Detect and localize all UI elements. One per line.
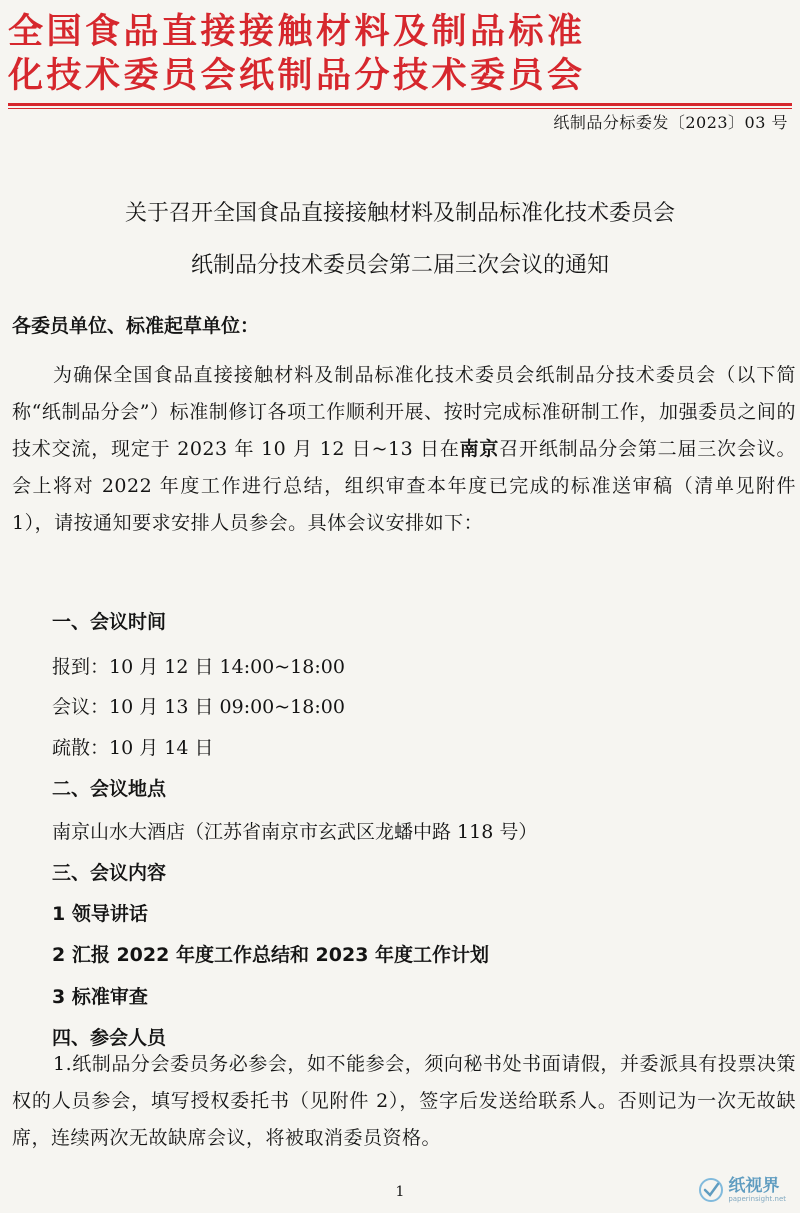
intro-text-after-city: 召开纸制品分会第二届三次会议。会上将对 2022 年度工作进行总结，组织审查本年度已完成的标准送审稿（清单见附件 1），请按通知要求安排人员参会。具体会议安排如下：	[12, 438, 796, 534]
watermark-logo	[698, 1176, 786, 1203]
organization-line-2: 化技术委员会纸制品分技术委员会	[8, 56, 586, 96]
section-heading-content: 三、会议内容	[52, 862, 167, 884]
registration-time: 报到：10 月 12 日 14:00~18:00	[52, 656, 345, 678]
meeting-address: 南京山水大酒店（江苏省南京市玄武区龙蟠中路 118 号）	[52, 821, 538, 843]
salutation: 各委员单位、标准起草单位：	[12, 315, 260, 337]
organization-line-1: 全国食品直接接触材料及制品标准	[8, 12, 586, 52]
section-heading-location: 二、会议地点	[52, 778, 167, 800]
content-item-3: 3 标准审查	[52, 986, 148, 1008]
section-heading-time: 一、会议时间	[52, 611, 167, 633]
section-heading-attendees: 四、参会人员	[52, 1027, 167, 1049]
notice-title-line-2: 纸制品分技术委员会第二届三次会议的通知	[190, 253, 609, 278]
document-number: 纸制品分标委发〔2023〕03 号	[553, 113, 788, 132]
watermark-url: paperinsight.net	[728, 1195, 786, 1203]
watermark-text: 纸视界	[728, 1176, 780, 1196]
intro-paragraph	[12, 357, 796, 542]
header-rule-thin	[8, 108, 792, 109]
content-item-1: 1 领导讲话	[52, 903, 148, 925]
meeting-city: 南京	[459, 438, 500, 460]
globe-check-icon	[698, 1177, 724, 1203]
watermark-text-block	[728, 1176, 786, 1203]
header-rule-thick	[8, 103, 792, 106]
meeting-time: 会议：10 月 13 日 09:00~18:00	[52, 696, 345, 718]
content-item-2: 2 汇报 2022 年度工作总结和 2023 年度工作计划	[52, 944, 490, 966]
page-number: 1	[395, 1184, 405, 1200]
intro-text-before-city: 为确保全国食品直接接触材料及制品标准化技术委员会纸制品分技术委员会（以下简称“纸制品分会”）标准制修订各项工作顺利开展、按时完成标准研制工作，加强委员之间的技术交流，现定于 2023 年 10 月 12 日~13 日在	[12, 364, 796, 460]
attendees-paragraph-1: 1.纸制品分会委员务必参会，如不能参会，须向秘书处书面请假，并委派具有投票决策权的人员参会，填写授权委托书（见附件 2），签字后发送给联系人。否则记为一次无故缺席，连续两次无故缺席会议，将被取消委员资格。	[12, 1053, 796, 1149]
issuing-organization	[8, 10, 792, 98]
notice-title-line-1: 关于召开全国食品直接接触材料及制品标准化技术委员会	[124, 201, 675, 226]
departure-time: 疏散：10 月 14 日	[52, 737, 214, 759]
